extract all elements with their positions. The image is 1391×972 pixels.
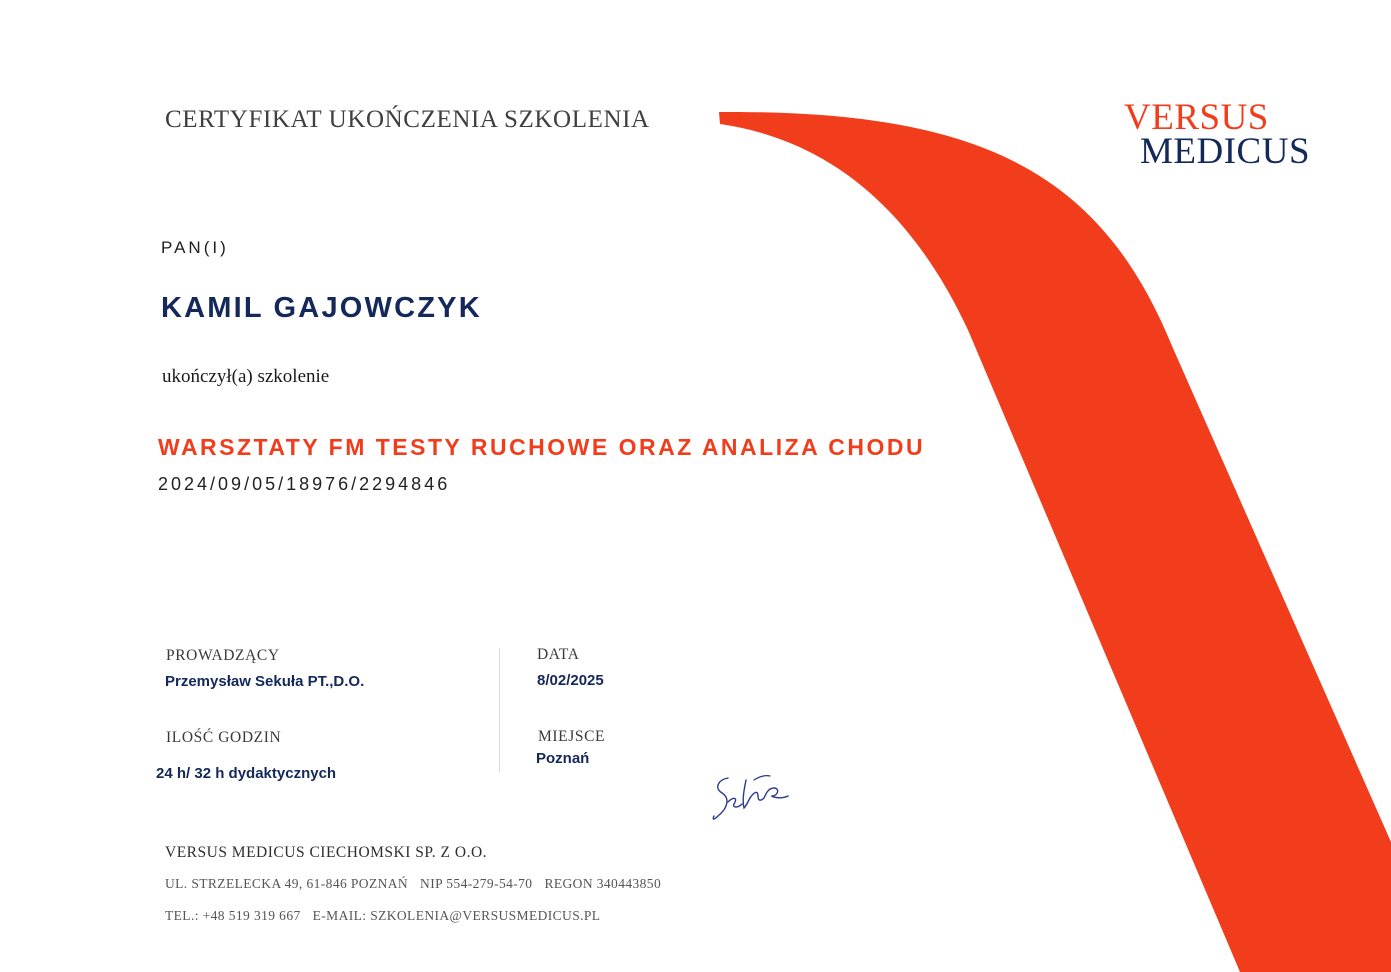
footer-address-line	[165, 876, 661, 892]
versus-medicus-logo	[1122, 97, 1322, 172]
place-label: MIEJSCE	[538, 728, 606, 745]
hours-label: ILOŚĆ GODZIN	[166, 729, 282, 746]
date-label: DATA	[537, 646, 580, 663]
course-title: WARSZTATY FM TESTY RUCHOWE ORAZ ANALIZA CHODU	[158, 434, 926, 460]
footer-regon: REGON 340443850	[544, 876, 662, 891]
instructor-label: PROWADZĄCY	[166, 647, 280, 664]
certificate-number: 2024/09/05/18976/2294846	[158, 474, 451, 494]
handwritten-signature	[706, 766, 796, 826]
footer-nip: NIP 554-279-54-70	[420, 876, 533, 891]
instructor-value: Przemysław Sekuła PT.,D.O.	[165, 673, 365, 690]
date-value: 8/02/2025	[537, 672, 604, 689]
logo-line-versus: VERSUS	[1124, 97, 1269, 138]
recipient-name: KAMIL GAJOWCZYK	[161, 292, 482, 324]
certificate-title: CERTYFIKAT UKOŃCZENIA SZKOLENIA	[165, 106, 650, 133]
salutation: PAN(I)	[161, 238, 229, 257]
details-divider	[499, 648, 500, 772]
logo-line-medicus: MEDICUS	[1140, 131, 1311, 172]
completed-text: ukończył(a) szkolenie	[162, 366, 330, 387]
footer-phone: TEL.: +48 519 319 667	[165, 908, 301, 923]
footer-company-name: VERSUS MEDICUS CIECHOMSKI SP. Z O.O.	[165, 844, 488, 861]
footer-email: E-MAIL: SZKOLENIA@VERSUSMEDICUS.PL	[312, 908, 601, 923]
hours-value: 24 h/ 32 h dydaktycznych	[156, 765, 337, 782]
footer-contact-line	[165, 908, 600, 924]
place-value: Poznań	[536, 750, 590, 767]
footer-address: UL. STRZELECKA 49, 61-846 POZNAŃ	[165, 876, 409, 891]
